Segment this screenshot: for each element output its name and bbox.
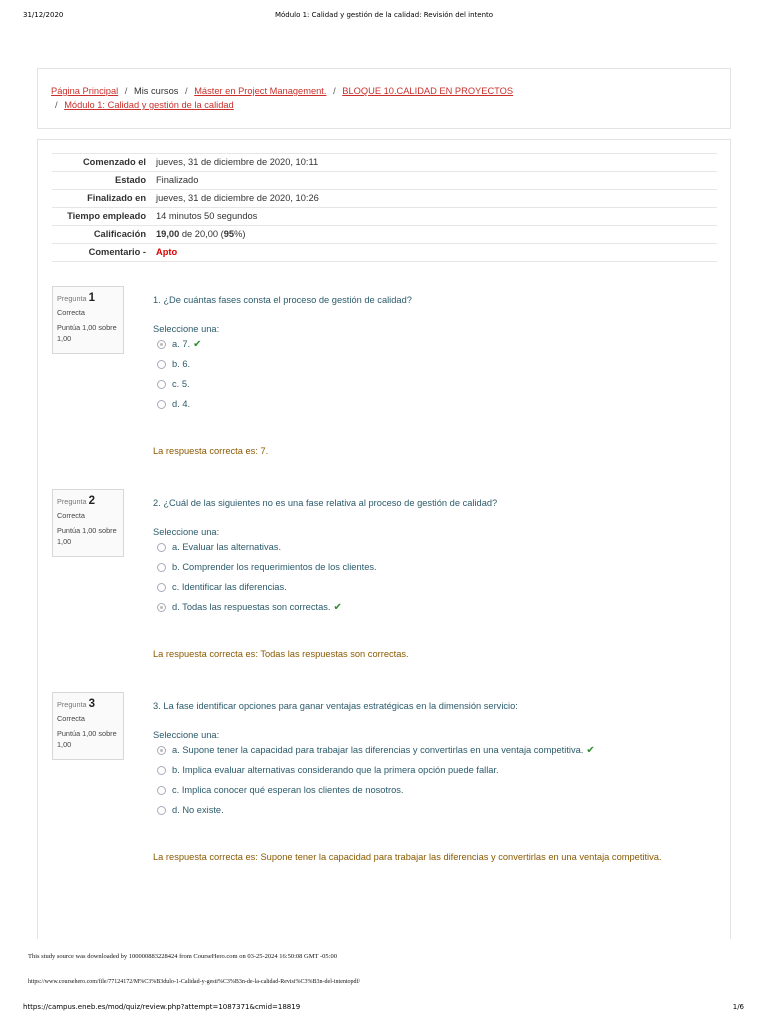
summary-value: Finalizado [152,172,717,190]
breadcrumb-separator: / [333,86,336,96]
radio-button[interactable] [157,806,166,815]
answer-option[interactable] [153,597,728,617]
summary-label: Finalizado en [52,190,152,208]
option-text: d. Todas las respuestas son correctas. [172,602,331,612]
answer-option[interactable] [153,334,728,354]
summary-label: Estado [52,172,152,190]
download-source-url: https://www.coursehero.com/file/77124172/M%C3%B3dulo-1-Calidad-y-gesti%C3%B3n-de-la-calidad-Revisi%C3%B3n-del-intentopdf/ [28,979,361,985]
breadcrumb-module-link[interactable]: Módulo 1: Calidad y gestión de la calidad [64,100,234,110]
summary-row-state [52,172,717,190]
breadcrumb-separator: / [55,100,58,110]
option-text: b. Implica evaluar alternativas considerando que la primera opción puede fallar. [172,765,499,775]
correct-answer-feedback: La respuesta correcta es: 7. [153,446,269,456]
page-number: 1/6 [732,1003,744,1011]
question-label: Pregunta [57,700,87,709]
question-label: Pregunta [57,497,87,506]
question-content-2 [153,497,728,617]
question-text: 1. ¿De cuántas fases consta el proceso de gestión de calidad? [153,295,412,305]
correct-answer-feedback: La respuesta correcta es: Todas las respuestas son correctas. [153,649,409,659]
answer-option[interactable] [153,537,728,557]
summary-row-time [52,208,717,226]
question-info-2 [52,489,124,557]
attempt-summary-table [52,153,717,262]
radio-button[interactable] [157,746,166,755]
grade-percent: 95 [223,229,235,239]
breadcrumb-course-link[interactable]: Máster en Project Management. [194,86,327,96]
summary-value: jueves, 31 de diciembre de 2020, 10:11 [152,154,717,172]
question-prompt: Seleccione una: [153,527,220,537]
summary-value: 14 minutos 50 segundos [152,208,717,226]
question-score: Puntúa 1,00 sobre 1,00 [57,729,117,749]
radio-button[interactable] [157,543,166,552]
question-state: Correcta [57,308,85,317]
question-number: 1 [88,292,96,304]
summary-label: Calificación [52,226,152,244]
summary-label: Comentario - [52,244,152,262]
breadcrumb-separator: / [124,86,128,96]
option-text: b. Comprender los requerimientos de los clientes. [172,562,377,572]
option-text: a. 7. [172,339,191,349]
grade-score: 19,00 [156,229,180,239]
option-text: c. 5. [172,379,190,389]
print-url: https://campus.eneb.es/mod/quiz/review.php?attempt=1087371&cmid=18819 [23,1003,301,1011]
question-info-1 [52,286,124,354]
question-state: Correcta [57,511,85,520]
comment-apto: Apto [156,247,178,257]
answer-option[interactable] [153,760,728,780]
radio-button[interactable] [157,380,166,389]
answer-option[interactable] [153,394,728,414]
question-score: Puntúa 1,00 sobre 1,00 [57,526,117,546]
summary-label: Comenzado el [52,154,152,172]
print-title: Módulo 1: Calidad y gestión de la calidad: Revisión del intento [274,11,494,19]
summary-row-grade [52,226,717,244]
print-date: 31/12/2020 [23,11,64,19]
radio-button[interactable] [157,583,166,592]
breadcrumb-panel [37,68,731,129]
summary-row-finished [52,190,717,208]
radio-button[interactable] [157,766,166,775]
answer-option[interactable] [153,577,728,597]
answer-option[interactable] [153,354,728,374]
breadcrumb-block-link[interactable]: BLOQUE 10.CALIDAD EN PROYECTOS [342,86,514,96]
correct-answer-feedback: La respuesta correcta es: Supone tener la capacidad para trabajar las diferencias y convertirlas en una ventaja competitiva. [153,852,662,862]
grade-value [152,226,717,244]
option-text: b. 6. [172,359,191,369]
question-label: Pregunta [57,294,87,303]
question-content-3 [153,700,728,820]
question-score: Puntúa 1,00 sobre 1,00 [57,323,117,343]
breadcrumb-my-courses: Mis cursos [133,86,179,96]
option-text: d. 4. [172,399,191,409]
quiz-review-panel [37,139,731,939]
check-icon: ✔ [193,339,202,350]
grade-total: de 20,00 ( [179,229,224,239]
radio-button[interactable] [157,603,166,612]
answer-option[interactable] [153,780,728,800]
print-header [0,11,768,23]
comment-value [152,244,717,262]
question-prompt: Seleccione una: [153,324,220,334]
summary-row-comment [52,244,717,262]
answer-option[interactable] [153,374,728,394]
question-number: 2 [88,495,96,507]
question-state: Correcta [57,714,85,723]
breadcrumb [51,84,717,112]
grade-percent-end: %) [234,229,246,239]
option-text: c. Implica conocer qué esperan los clientes de nosotros. [172,785,404,795]
option-text: d. No existe. [172,805,224,815]
summary-value: jueves, 31 de diciembre de 2020, 10:26 [152,190,717,208]
radio-button[interactable] [157,786,166,795]
radio-button[interactable] [157,400,166,409]
question-text: 2. ¿Cuál de las siguientes no es una fase relativa al proceso de gestión de calidad? [153,498,498,508]
check-icon: ✔ [586,745,595,756]
answer-option[interactable] [153,557,728,577]
download-source-note: This study source was downloaded by 100000883228424 from CourseHero.com on 03-25-2024 16:50:08 GMT -05:00 [28,953,337,960]
check-icon: ✔ [333,602,342,613]
option-text: c. Identificar las diferencias. [172,582,287,592]
question-number: 3 [88,698,96,710]
answer-option[interactable] [153,740,728,760]
question-info-3 [52,692,124,760]
summary-row-started [52,154,717,172]
radio-button[interactable] [157,563,166,572]
question-text: 3. La fase identificar opciones para ganar ventajas estratégicas en la dimensión servicio: [153,701,518,711]
question-content-1 [153,294,728,414]
option-text: a. Supone tener la capacidad para trabajar las diferencias y convertirlas en una ventaja competitiva. [172,745,584,755]
breadcrumb-separator: / [185,86,188,96]
option-text: a. Evaluar las alternativas. [172,542,282,552]
breadcrumb-home-link[interactable]: Página Principal [51,86,119,96]
question-prompt: Seleccione una: [153,730,220,740]
radio-button[interactable] [157,360,166,369]
summary-label: Tiempo empleado [52,208,152,226]
radio-button[interactable] [157,340,166,349]
answer-option[interactable] [153,800,728,820]
